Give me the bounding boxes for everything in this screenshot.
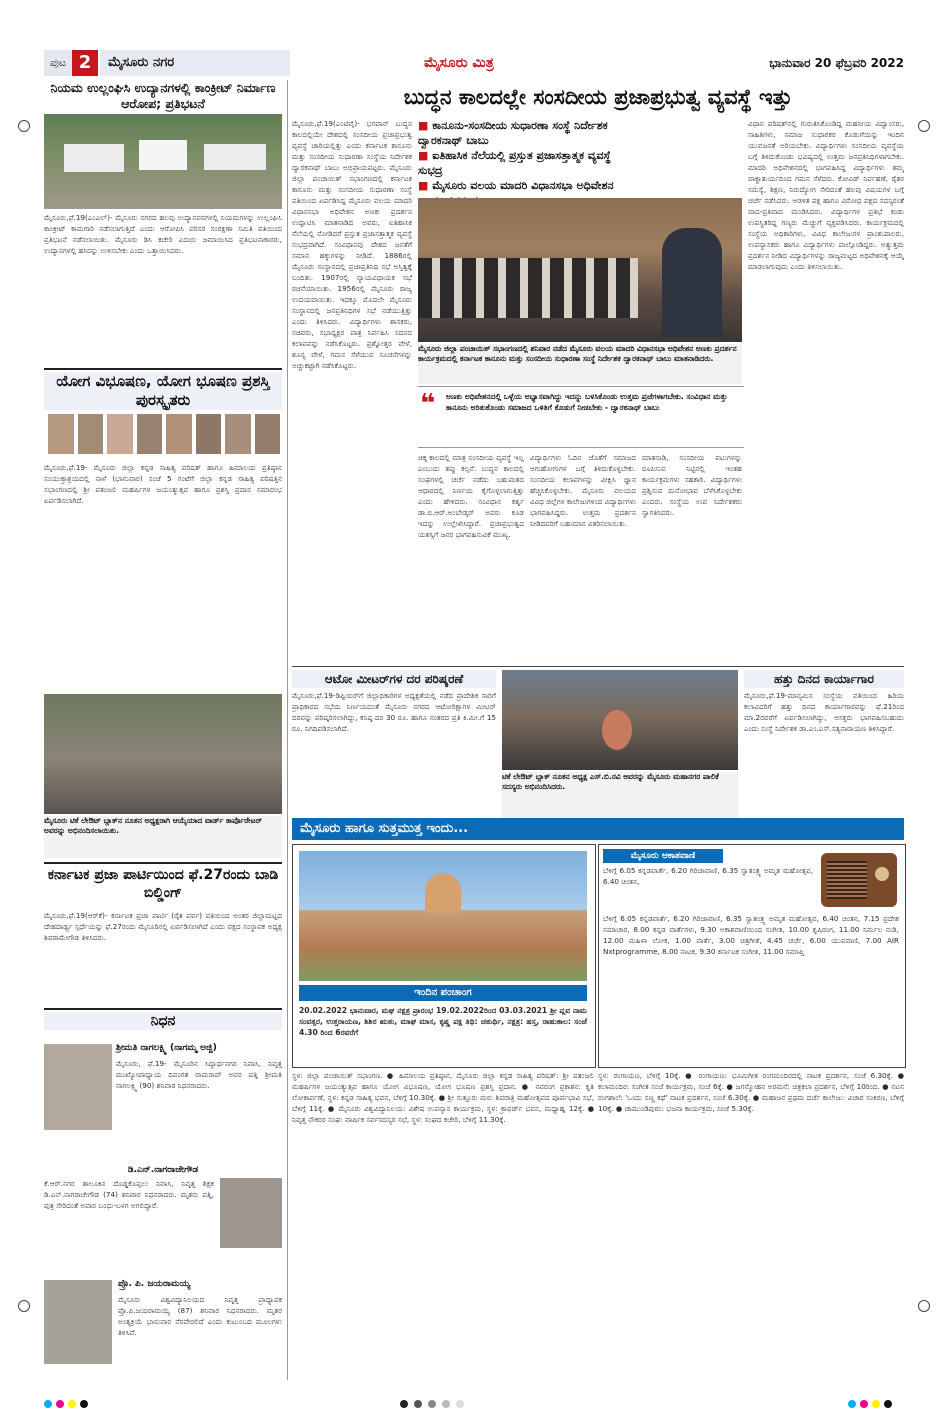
awardee-photo [255, 414, 281, 454]
awardee-photo [78, 414, 104, 454]
lead-body-col1: ಮೈಸೂರು,ಫೆ.19(ಎಂಟಿವೈ)- ಭಗವಾನ್ ಬುದ್ಧನ ಕಾಲದಲ್ಲಿಯೇ ದೇಶದಲ್ಲಿ ಸಂಸದೀಯ ಪ್ರಜಾಪ್ರಭುತ್ವ ವ್ಯವಸ್ಥೆ ಜಾರಿಯಲ್ಲಿತ್ತು ಎಂದು ಕರ್ನಾಟಕ ಕಾನೂನು ಮತ್ತು ಸಂಸದೀಯ ಸುಧಾರಣಾ ಸಂಸ್ಥೆಯ ನಿರ್ದೇಶಕ ದ್ವಾರಕನಾಥ್ ಬಾಬು ಅಭಿಪ್ರಾಯಪಟ್ಟರು. ಮೈಸೂರು ಜಿಲ್ಲಾ ಪಂಚಾಯಿತ್ ಸಭಾಂಗಣದಲ್ಲಿ ಕರ್ನಾಟಕ ಕಾನೂನು ಮತ್ತು ಸಂಸದೀಯ ಸುಧಾರಣಾ ಸಂಸ್ಥೆ ವತಿಯಿಂದ ಏರ್ಪಡಿಸಿದ್ದ ಮೈಸೂರು ವಲಯ ಮಾದರಿ ವಿಧಾನಸಭಾ ಅಧಿವೇಶನ ಅಣಕು ಪ್ರದರ್ಶನ ಉದ್ಘಾಟಿಸಿ ಮಾತನಾಡಿದ ಅವರು, ಐತಿಹಾಸಿಕ ನೆಲೆಯಲ್ಲಿ ನೋಡಿದರೆ ಪ್ರಸ್ತುತ ಪ್ರಜಾಸತ್ತಾತ್ಮಕ ವ್ಯವಸ್ಥೆ ಸುಭದ್ರವಾಗಿದೆ. ಸಂವಿಧಾನವು ದೇಶದ ಜನತೆಗೆ ಸಮಾನ ಹಕ್ಕುಗಳನ್ನು ನೀಡಿದೆ. 1886ರಲ್ಲಿ ಮೈಸೂರು ಸಂಸ್ಥಾನದಲ್ಲಿ ಪ್ರಜಾಪ್ರತಿನಿಧಿ ಸಭೆ ಅಸ್ತಿತ್ವಕ್ಕೆ ಬಂದಿತು. 1907ರಲ್ಲಿ ನ್ಯಾಯವಿಧಾಯಕ ಸಭೆ ರಚನೆಯಾಯಿತು. 1956ರಲ್ಲಿ ಮೈಸೂರು ರಾಜ್ಯ ಉದಯವಾಯಿತು. ಇದಕ್ಕೂ ಮೊದಲೇ ಮೈಸೂರು ಸಂಸ್ಥಾನದಲ್ಲಿ ಜನಪ್ರತಿನಿಧಿಗಳ ಸಭೆ ನಡೆಯುತ್ತಿತ್ತು ಎಂದು ತಿಳಿಸಿದರು. ವಿದ್ಯಾರ್ಥಿಗಳು ಶಾಸಕರು, ಸಚಿವರು, ಸಭಾಧ್ಯಕ್ಷರ ಪಾತ್ರ ನಿರ್ವಹಿಸಿ ಸದನದ ಕಲಾಪವನ್ನು ನಡೆಸಿಕೊಟ್ಟರು. ಪ್ರಶ್ನೋತ್ತರ ವೇಳೆ, ಶೂನ್ಯ ವೇಳೆ, ಗಮನ ಸೆಳೆಯುವ ಸೂಚನೆಗಳನ್ನು ಅಚ್ಚುಕಟ್ಟಾಗಿ ನಡೆಸಿಕೊಟ್ಟರು. [292, 119, 412, 370]
story-body: ಮೈಸೂರು,ಫೆ.19(ಆರ್‌ಕೆ)- ಕರ್ನಾಟಕ ಪ್ರಜಾ ಪಾರ್ಟಿ (ರೈತ ಪರ್ವ) ವತಿಯಿಂದ ಅಂತರ ಜಿಲ್ಲಾಮಟ್ಟದ ದೇಹದಾರ್ಢ್ಯ ಸ್ಪರ್ಧೆಯನ್ನು ಫೆ.27ರಂದು ಮೈಸೂರಿನಲ್ಲಿ ಏರ್ಪಡಿಸಲಾಗಿದೆ ಎಂದು ಪಕ್ಷದ ಸಂಸ್ಥಾಪಕ ಅಧ್ಯಕ್ಷ ಶಿವರಾಮೇಗೌಡ ತಿಳಿಸಿದರು. [44, 911, 282, 942]
photo-caption: ಟಿಕೆ ಲೇಔಟ್ ಬ್ಲಾಕ್ ನೂತನ ಅಧ್ಯಕ್ಷ ಎಸ್.ಬಿ.ರವಿ ಅವರನ್ನು ಮೈಸೂರು ಮಹಾನಗರ ಪಾಲಿಕೆ ಸದಸ್ಯರು ಅಭಿನಂದಿಸಿದರು. [502, 772, 738, 820]
color-bar [44, 1400, 88, 1408]
page-tag: ಪುಟ [44, 50, 72, 76]
lead-body-col5: ವಿದ್ಯಾರ್ಥಿಗಳು ಓದಿನ ಜೊತೆಗೆ ಸಮಾಜದ ಆಗುಹೋಗುಗಳ ಬಗ್ಗೆ ತಿಳಿದುಕೊಳ್ಳಬೇಕು. ಸಂಸದೀಯ ಕಲಾಪಗಳನ್ನು ವೀಕ್ಷಿಸಿ ಜ್ಞಾನ ಹೆಚ್ಚಿಸಿಕೊಳ್ಳಬೇಕು. ಮೈಸೂರು ವಲಯದ ವಿವಿಧ ಜಿಲ್ಲೆಗಳ ಕಾಲೇಜುಗಳಿಂದ ವಿದ್ಯಾರ್ಥಿಗಳು ಭಾಗವಹಿಸಿದ್ದರು. ಉತ್ತಮ ಪ್ರದರ್ಶನ ನೀಡಿದವರಿಗೆ ಬಹುಮಾನ ವಿತರಿಸಲಾಯಿತು. [530, 453, 636, 528]
bullet-item: ■ ಮೈಸೂರು ವಲಯ ಮಾದರಿ ವಿಧಾನಸಭಾ ಅಧಿವೇಶನ [418, 179, 614, 192]
obituary-photo [44, 1280, 112, 1364]
masthead: ಮೈಸೂರು ಮಿತ್ರ [424, 55, 494, 71]
obituary-name: ಪ್ರೊ. ಪಿ. ಜಯರಾಮಯ್ಯ [118, 1279, 191, 1289]
photo-caption: ಮೈಸೂರು ಜಿಲ್ಲಾ ಪಂಚಾಯಿತ್ ಸಭಾಂಗಣದಲ್ಲಿ ಶನಿವಾರ ನಡೆದ ಮೈಸೂರು ವಲಯ ಮಾದರಿ ವಿಧಾನಸಭಾ ಅಧಿವೇಶನ ಅಣಕು ಪ್ರದರ್ಶನ ಕಾರ್ಯಕ್ರಮದಲ್ಲಿ ಕರ್ನಾಟಕ ಕಾನೂನು ಮತ್ತು ಸಂಸದೀಯ ಸುಧಾರಣಾ ಸಂಸ್ಥೆ ನಿರ್ದೇಶಕ ದ್ವಾರಕನಾಥ್ ಬಾಬು ಮಾತನಾಡಿದರು. [418, 344, 742, 384]
awardee-photo [166, 414, 192, 454]
obituary-body: ಕೆ.ಆರ್.ನಗರ ತಾಲೂಕಿನ ದೊಡ್ಡಕೊಪ್ಪಲು ನಿವಾಸಿ, ನಿವೃತ್ತ ಶಿಕ್ಷಕ ಡಿ.ಎನ್.ನಾಗರಾಜೇಗೌಡ (74) ಶನಿವಾರ ನಿಧನರಾದರು. ಮೃತರು ಪತ್ನಿ, ಪುತ್ರ ಸೇರಿದಂತೆ ಅಪಾರ ಬಂಧು-ಬಳಗ ಅಗಲಿದ್ದಾರೆ. [44, 1179, 214, 1210]
radio-text-part1: ಬೆಳಿಗ್ಗೆ 6.05 ಕನ್ನಡವಾರ್ತೆ, 6.20 ಗಿರಿಜಾವಾಣಿ, 6.35 ಸ್ವಾತಂತ್ರ್ಯ ಅಮೃತ ಮಹೋತ್ಸವ, 6.40 ಚಿಂತನ, [603, 866, 813, 886]
quote-text: ಅಣಕು ಅಧಿವೇಶನದಲ್ಲಿ ಒಳ್ಳೆಯ ಅಭ್ಯಾಸವಾಗಿದ್ದು ಇದನ್ನು ಬಳಸಿಕೊಂಡು ಉತ್ತಮ ಪ್ರಜೆಗಳಾಗಬೇಕು. ಸಂವಿಧಾನ ಮತ್ತು ಕಾನೂನು ಅರಿತುಕೊಂಡು ಸಮಾಜದ ಒಳಿತಿಗೆ ಕೊಡುಗೆ ನೀಡಬೇಕು - ದ್ವಾರಕನಾಥ್ ಬಾಬು [446, 392, 728, 412]
obituary-name: ಶ್ರೀಮತಿ ನಾಗಲಕ್ಷ್ಮಿ (ನಾಗಮ್ಮ ಅಜ್ಜಿ) [116, 1043, 217, 1053]
left-column [44, 78, 282, 1390]
events-banner: ಮೈಸೂರು ಹಾಗೂ ಸುತ್ತಮುತ್ತ ಇಂದು... [292, 818, 904, 840]
placard [204, 144, 266, 170]
obituary-photo [220, 1178, 282, 1248]
events-list-right: ಸ್ಥಳ: ರಂಗಾಯಣ, ಬೆಳಿಗ್ಗೆ 10ಕ್ಕೆ. ● ರಂಗಾಯಣ: ಭೂಮಿಗೀತ ರಂಗಮಂದಿರದಲ್ಲಿ ನಾಟಕ ಪ್ರದರ್ಶನ, ಸಂಜೆ 6.30ಕ್ಕೆ. ● ಕಲಾಮಂದಿರ: ಸಂಗೀತ ಸಂಜೆ ಕಾರ್ಯಕ್ರಮ, ಸಂಜೆ 6ಕ್ಕೆ. ● ಜಗನ್ಮೋಹನ ಅರಮನೆ: ಚಿತ್ರಕಲಾ ಪ್ರದರ್ಶನ, ಬೆಳಿಗ್ಗೆ 10ರಿಂದ. ● ನಟನ ರಂಗಶಾಲೆ: 'ಒಂದು ಸಣ್ಣ ಕಥೆ' ನಾಟಕ ಪ್ರದರ್ಶನ, ಸಂಜೆ 6.30ಕ್ಕೆ. ● ಮಹಾಜನ ಪ್ರಥಮ ದರ್ಜೆ ಕಾಲೇಜು: ವಿಚಾರ ಸಂಕಿರಣ, ಬೆಳಿಗ್ಗೆ 10ಕ್ಕೆ. ● ಚಾಮುಂಡಿಪುರಂ: ಭಜನಾ ಕಾರ್ಯಕ್ರಮ, ಸಂಜೆ 5.30ಕ್ಕೆ. [598, 1071, 904, 1113]
page-header [44, 50, 904, 78]
garland [602, 710, 632, 750]
lead-headline: ಬುದ್ಧನ ಕಾಲದಲ್ಲೇ ಸಂಸದೀಯ ಪ್ರಜಾಪ್ರಭುತ್ವ ವ್ಯವಸ್ಥೆ ಇತ್ತು [403, 85, 793, 109]
gray-scale-bar [400, 1400, 464, 1408]
protest-photo [44, 114, 282, 209]
story-headline: ಕರ್ನಾಟಕ ಪ್ರಜಾ ಪಾರ್ಟಿಯಿಂದ ಫೆ.27ರಂದು ಬಾಡಿ ಬಿಲ್ಡಿಂಗ್ [47, 867, 279, 901]
story-headline: ಯೋಗ ವಿಭೂಷಣ, ಯೋಗ ಭೂಷಣ ಪ್ರಶಸ್ತಿ ಪುರಸ್ಕೃತರು [44, 372, 282, 410]
obituary-heading: ನಿಧನ [44, 1012, 282, 1030]
registration-mark [918, 1300, 930, 1312]
divider [292, 666, 904, 667]
registration-mark [918, 120, 930, 132]
story-body: ಮೈಸೂರು,ಫೆ.19- ಮೈಸೂರು ಜಿಲ್ಲಾ ಕನ್ನಡ ಸಾಹಿತ್ಯ ಪರಿಷತ್ ಹಾಗೂ ಹಿಮಾಲಯ ಪ್ರತಿಷ್ಠಾನ ಸಂಯುಕ್ತಾಶ್ರಯದಲ್ಲಿ ನಾಳೆ (ಭಾನುವಾರ) ಸಂಜೆ 5 ಗಂಟೆಗೆ ಜಿಲ್ಲಾ ಕನ್ನಡ ಸಾಹಿತ್ಯ ಪರಿಷತ್ತಿನ ಸಭಾಂಗಣದಲ್ಲಿ ಶ್ರೀ ಪತಂಜಲಿ ಮಹರ್ಷಿಗಳ ಜಯಂತ್ಯುತ್ಸವ ಹಾಗೂ ಪ್ರಶಸ್ತಿ ಪ್ರದಾನ ಸಮಾರಂಭ ಏರ್ಪಡಿಸಲಾಗಿದೆ. [44, 463, 282, 505]
obituary-photo [44, 1044, 112, 1130]
section-title: ಮೈಸೂರು ನಗರ [100, 50, 290, 76]
group-photo [44, 694, 282, 814]
panchanga-box [292, 844, 596, 1068]
photo-caption: ಮೈಸೂರು ಟಿಕೆ ಲೇಔಟ್ ಬ್ಲಾಕ್‌ನ ನೂತನ ಅಧ್ಯಕ್ಷರಾಗಿ ಆಯ್ಕೆಯಾದ ವಾರ್ಡ್ ಕಾರ್ಪೊರೇಟರ್ ಅವರನ್ನು ಅಭಿನಂದಿಸಲಾಯಿತು. [44, 816, 282, 858]
seated-students [418, 258, 638, 318]
registration-mark [18, 120, 30, 132]
awardee-photo [48, 414, 74, 454]
speaker [662, 228, 722, 338]
placard [64, 144, 124, 172]
panchanga-title: ಇಂದಿನ ಪಂಚಾಂಗ [299, 985, 587, 1001]
radio-title: ಮೈಸೂರು ಆಕಾಶವಾಣಿ [603, 849, 723, 863]
bullet-item: ■ ಐತಿಹಾಸಿಕ ನೆಲೆಯಲ್ಲಿ ಪ್ರಸ್ತುತ ಪ್ರಜಾಸತ್ತಾತ್ಮಕ ವ್ಯವಸ್ಥೆ ಸುಭದ್ರ [418, 149, 611, 177]
radio-icon [821, 853, 897, 907]
lead-body-col3: ವಿಧಾನ ಪರಿಷತ್‌ನಲ್ಲಿ ಗುರುತಿಸಿಕೊಂಡಿದ್ದ ಮಹನೀಯ ವಿದ್ವಾಂಸರು, ಸಾಹಿತಿಗಳು, ಸಮಾಜ ಸುಧಾರಕರ ಕೊಡುಗೆಯನ್ನು ಇಂದಿನ ಯುವಜನತೆ ಅರಿಯಬೇಕು. ವಿದ್ಯಾರ್ಥಿಗಳು ಸಂಸದೀಯ ವ್ಯವಸ್ಥೆಯ ಬಗ್ಗೆ ತಿಳಿದುಕೊಂಡು ಭವಿಷ್ಯದಲ್ಲಿ ಉತ್ತಮ ಜನಪ್ರತಿನಿಧಿಗಳಾಗಬೇಕು. ಮಾದರಿ ಅಧಿವೇಶನದಲ್ಲಿ ಭಾಗವಹಿಸಿದ್ದ ವಿದ್ಯಾರ್ಥಿಗಳು ತಮ್ಮ ವಾಕ್ಚಾತುರ್ಯದಿಂದ ಗಮನ ಸೆಳೆದರು. ಕೋವಿಡ್ ನಿರ್ವಹಣೆ, ರೈತರ ಸಮಸ್ಯೆ, ಶಿಕ್ಷಣ, ನಿರುದ್ಯೋಗ ಸೇರಿದಂತೆ ಹಲವು ವಿಷಯಗಳ ಬಗ್ಗೆ ಚರ್ಚೆ ನಡೆಸಿದರು. ಆಡಳಿತ ಪಕ್ಷ ಹಾಗೂ ವಿರೋಧ ಪಕ್ಷದ ಸದಸ್ಯರಂತೆ ವಾದ-ಪ್ರತಿವಾದ ಮಂಡಿಸಿದರು. ವಿದ್ಯಾರ್ಥಿಗಳ ಪ್ರತಿಭೆ ಕಂಡು ಉಪಸ್ಥಿತರಿದ್ದ ಗಣ್ಯರು ಮೆಚ್ಚುಗೆ ವ್ಯಕ್ತಪಡಿಸಿದರು. ಕಾರ್ಯಕ್ರಮದಲ್ಲಿ ಸಂಸ್ಥೆಯ ಅಧಿಕಾರಿಗಳು, ವಿವಿಧ ಕಾಲೇಜುಗಳ ಪ್ರಾಂಶುಪಾಲರು, ಉಪನ್ಯಾಸಕರು ಹಾಗೂ ವಿದ್ಯಾರ್ಥಿಗಳು ಪಾಲ್ಗೊಂಡಿದ್ದರು. ಅತ್ಯುತ್ತಮ ಪ್ರದರ್ಶನ ನೀಡಿದ ವಿದ್ಯಾರ್ಥಿಗಳನ್ನು ರಾಜ್ಯಮಟ್ಟದ ಅಧಿವೇಶನಕ್ಕೆ ಆಯ್ಕೆ ಮಾಡಲಾಗುವುದು ಎಂದು ತಿಳಿಸಲಾಯಿತು. [748, 119, 904, 271]
awardee-photo [137, 414, 163, 454]
story-headline: ನಿಯಮ ಉಲ್ಲಂಘಿಸಿ ಉದ್ಯಾನಗಳಲ್ಲಿ ಕಾಂಕ್ರೀಟ್ ನಿರ್ಮಾಣ ಆರೋಪ; ಪ್ರತಿಭಟನೆ [50, 80, 276, 111]
lead-body-col6: ಮಾತನಾಡಿ, ಸಂಸದೀಯ ಪಟುಗಳನ್ನು ರೂಪಿಸುವ ನಿಟ್ಟಿನಲ್ಲಿ ಇಂತಹ ಕಾರ್ಯಕ್ರಮಗಳು ಸಹಕಾರಿ. ವಿದ್ಯಾರ್ಥಿಗಳು ಪ್ರಶ್ನಿಸುವ ಮನೋಭಾವ ಬೆಳೆಸಿಕೊಳ್ಳಬೇಕು ಎಂದರು. ಸಂಸ್ಥೆಯ ಉಪ ನಿರ್ದೇಶಕರು ಸ್ವಾಗತಿಸಿದರು. [642, 453, 742, 517]
panchanga-text: 20.02.2022 ಭಾನುವಾರ, ಮಘ ನಕ್ಷತ್ರ ಪ್ರಾರಂಭ 19.02.2022ರಿಂದ 03.03.2021 ಶ್ರೀ ಪ್ಲವ ನಾಮ ಸಂವತ್ಸರ, ಉತ್ತರಾಯಣ, ಶಿಶಿರ ಋತು, ಮಾಘ ಮಾಸ, ಕೃಷ್ಣ ಪಕ್ಷ ತಿಥಿ: ಚತುರ್ಥಿ, ನಕ್ಷತ್ರ: ಹಸ್ತ, ರಾಹುಕಾಲ: ಸಂಜೆ 4.30 ರಿಂದ 6ರವರೆಗೆ [299, 1006, 587, 1037]
page-number: 2 [72, 50, 98, 76]
events-list-left: ಸ್ಥಳ: ಜಿಲ್ಲಾ ಪಂಚಾಯಿತ್ ಸಭಾಂಗಣ. ● ಹಿಮಾಲಯ ಪ್ರತಿಷ್ಠಾನ, ಮೈಸೂರು ಜಿಲ್ಲಾ ಕನ್ನಡ ಸಾಹಿತ್ಯ ಪರಿಷತ್: ಶ್ರೀ ಪತಂಜಲಿ ಮಹರ್ಷಿಗಳ ಜಯಂತ್ಯುತ್ಸವ ಹಾಗೂ ಯೋಗ ವಿಭೂಷಣ, ಯೋಗ ಭೂಷಣ ಪ್ರಶಸ್ತಿ ಪ್ರದಾನ. ● ನವರಂಗ ಪ್ರಕಾಶನ: ಕೃತಿ ಲೋಕಾರ್ಪಣೆ, ಸ್ಥಳ: ಕನ್ನಡ ಸಾಹಿತ್ಯ ಭವನ, ಬೆಳಿಗ್ಗೆ 10.30ಕ್ಕೆ. ● ಶ್ರೀ ಸುತ್ತೂರು ಮಠ: ಶಿವರಾತ್ರಿ ಮಹೋತ್ಸವದ ಪೂರ್ವಭಾವಿ ಸಭೆ, ಬೆಳಿಗ್ಗೆ 11ಕ್ಕೆ. ● ಮೈಸೂರು ವಿಶ್ವವಿದ್ಯಾನಿಲಯ: ವಿಶೇಷ ಉಪನ್ಯಾಸ ಕಾರ್ಯಕ್ರಮ, ಸ್ಥಳ: ಕ್ರಾಫರ್ಡ್ ಭವನ, ಮಧ್ಯಾಹ್ನ 12ಕ್ಕೆ. ● ನಿವೃತ್ತ ನೌಕರರ ಸಂಘ: ವಾರ್ಷಿಕ ಸರ್ವಸದಸ್ಯರ ಸಭೆ, ಸ್ಥಳ: ಸಂಘದ ಕಚೇರಿ, ಬೆಳಿಗ್ಗೆ 11.30ಕ್ಕೆ. [292, 1071, 594, 1124]
registration-mark [18, 1300, 30, 1312]
lead-body-col4: ಚಿಕ್ಕ ಕಾಲದಲ್ಲಿ ಮಾತ್ರ ಸಂಸದೀಯ ವ್ಯವಸ್ಥೆ ಇಲ್ಲ ಎಂಬುದು ತಪ್ಪು ಕಲ್ಪನೆ. ಬುದ್ಧನ ಕಾಲದಲ್ಲಿ ಸಂಘಗಳಲ್ಲಿ ಚರ್ಚೆ ನಡೆದು ಬಹುಮತದ ಆಧಾರದಲ್ಲಿ ನಿರ್ಣಯ ಕೈಗೊಳ್ಳಲಾಗುತ್ತಿತ್ತು ಎಂದು ಹೇಳಿದರು. ಸಂವಿಧಾನ ಕರ್ತೃ ಡಾ.ಬಿ.ಆರ್.ಅಂಬೇಡ್ಕರ್ ಅವರು ಕೂಡ ಇದನ್ನು ಉಲ್ಲೇಖಿಸಿದ್ದಾರೆ. ಪ್ರಜಾಪ್ರಭುತ್ವದ ಯಶಸ್ಸಿಗೆ ಜನರ ಭಾಗವಹಿಸುವಿಕೆ ಮುಖ್ಯ. [418, 453, 524, 539]
quote-mark-icon: ❝ [420, 389, 436, 419]
story-body: ಮೈಸೂರು,ಫೆ.19-ಮಾನ್ಯಮಿಸ ಸಂಸ್ಥೆಯ ವತಿಯಿಂದ ಹಿರಿಯ ಕಲಾವಿದರಿಗೆ ಹತ್ತು ದಿನದ ಕಾರ್ಯಾಗಾರವನ್ನು ಫೆ.21ರಿಂದ ಮಾ.2ರವರೆಗೆ ಏರ್ಪಡಿಸಲಾಗಿದ್ದು, ಆಸಕ್ತರು ಭಾಗವಹಿಸಬಹುದು ಎಂದು ಸಂಸ್ಥೆ ನಿರ್ದೇಶಕ ಡಾ.ಎಂ.ಎಸ್.ಸತ್ಯನಾರಾಯಣ ತಿಳಿಸಿದ್ದಾರೆ. [744, 691, 904, 733]
story-body: ಮೈಸೂರು,ಫೆ.19-ಡಿಪ್ಟಿಯರ್‌ಗೆ ಜಿಲ್ಲಾಧಿಕಾರಿಗಳ ಅಧ್ಯಕ್ಷತೆಯಲ್ಲಿ ನಡೆದ ಪ್ರಾದೇಶಿಕ ಸಾರಿಗೆ ಪ್ರಾಧಿಕಾರದ ಸಭೆಯ ನಿರ್ಣಯದಂತೆ ಮೈಸೂರು ನಗರದ ಆಟೋರಿಕ್ಷಾಗಳ ಮೀಟರ್ ದರವನ್ನು ಪರಿಷ್ಕರಿಸಲಾಗಿದ್ದು, ಕನಿಷ್ಠ ದರ 30 ರೂ. ಹಾಗೂ ನಂತರದ ಪ್ರತಿ ಕಿ.ಮೀ.ಗೆ 15 ರೂ. ನಿಗದಿಪಡಿಸಲಾಗಿದೆ. [292, 691, 496, 733]
bullet-item: ■ ಕಾನೂನು-ಸಂಸದೀಯ ಸುಧಾರಣಾ ಸಂಸ್ಥೆ ನಿರ್ದೇಶಕ ದ್ವಾರಕನಾಥ್ ಬಾಬು [418, 119, 608, 147]
pull-quote [418, 386, 744, 448]
awardee-photo [107, 414, 133, 454]
awardee-photos [48, 414, 280, 454]
palace-photo [299, 851, 587, 981]
divider [44, 1008, 282, 1010]
story-headline: ಹತ್ತು ದಿನದ ಕಾರ್ಯಾಗಾರ [744, 670, 904, 688]
placard [139, 140, 187, 170]
obituary-name: ಡಿ.ಎನ್.ನಾಗರಾಜೇಗೌಡ [127, 1165, 199, 1175]
obituary-body: ಮೈಸೂರು ವಿಶ್ವವಿದ್ಯಾನಿಲಯದ ನಿವೃತ್ತ ಪ್ರಾಧ್ಯಾಪಕ ಪ್ರೊ.ಪಿ.ಜಯರಾಮಯ್ಯ (87) ಶನಿವಾರ ನಿಧನರಾದರು. ಮೃತರ ಅಂತ್ಯಕ್ರಿಯೆ ಭಾನುವಾರ ನೆರವೇರಲಿದೆ ಎಂದು ಕುಟುಂಬದ ಮೂಲಗಳು ತಿಳಿಸಿವೆ. [118, 1295, 282, 1337]
assembly-photo [418, 198, 742, 342]
lead-bullets [418, 118, 632, 198]
felicitation-photo [502, 670, 738, 770]
awardee-photo [225, 414, 251, 454]
column-rule [287, 80, 288, 1380]
obituary-body: ಮೈಸೂರು, ಫೆ.19- ಮೈಸೂರಿನ ಸಿದ್ದಾರ್ಥನಗರ ನಿವಾಸಿ, ನಿವೃತ್ತ ಮುಖ್ಯೋಪಾಧ್ಯಾಯ ದಿವಂಗತ ರಾಮರಾವ್ ಅವರ ಪತ್ನಿ ಶ್ರೀಮತಿ ನಾಗಲಕ್ಷ್ಮಿ (90) ಶನಿವಾರ ನಿಧನರಾದರು. [116, 1059, 282, 1090]
dateline: ಭಾನುವಾರ 20 ಫೆಬ್ರವರಿ 2022 [769, 56, 904, 70]
radio-box [598, 844, 906, 1068]
divider [44, 862, 282, 864]
awardee-photo [196, 414, 222, 454]
story-body: ಮೈಸೂರು,ಫೆ.19(ಎಂಎಲ್)- ಮೈಸೂರು ನಗರದ ಹಲವು ಉದ್ಯಾನವನಗಳಲ್ಲಿ ನಿಯಮಗಳನ್ನು ಉಲ್ಲಂಘಿಸಿ ಕಾಂಕ್ರೀಟ್ ಕಾಮಗಾರಿ ನಡೆಸಲಾಗುತ್ತಿದೆ ಎಂದು ಆರೋಪಿಸಿ ಪರಿಸರ ಸಂರಕ್ಷಣಾ ಸಮಿತಿ ವತಿಯಿಂದ ಪ್ರತಿಭಟನೆ ನಡೆಸಲಾಯಿತು. ಮೈಸೂರು ಡಿಸಿ ಕಚೇರಿ ಎದುರು ಜಮಾಯಿಸಿದ ಪ್ರತಿಭಟನಾಕಾರರು, ಉದ್ಯಾನಗಳಲ್ಲಿ ಹಸಿರನ್ನು ಉಳಿಸಬೇಕು ಎಂದು ಒತ್ತಾಯಿಸಿದರು. [44, 213, 282, 255]
radio-text: ಬೆಳಿಗ್ಗೆ 6.05 ಕನ್ನಡವಾರ್ತೆ, 6.20 ಗಿರಿಜಾವಾಣಿ, 6.35 ಸ್ವಾತಂತ್ರ್ಯ ಅಮೃತ ಮಹೋತ್ಸವ, 6.40 ಚಿಂತನ, 7.15 ಪ್ರದೇಶ ಸಮಾಚಾರ, 8.00 ಕನ್ನಡ ವಾರ್ತೆಗಳು, 9.30 ಅಕಾಶವಾಣಿಯಿಂದ ಸಂಗೀತ, 10.00 ಕೃಷಿರಂಗ, 11.00 ನಿರ್ಮಲ ನುಡಿ, 12.00 ಮಹಿಳಾ ಲೋಕ, 1.00 ವಾರ್ತೆ, 3.00 ಚಿತ್ರಗೀತೆ, 4.45 ಚರ್ಚೆ, 6.00 ಯುವವಾಣಿ, 7.00 AIR Nxtprogramme, 8.00 ನಾಟಕ, 9.30 ಕರ್ನಾಟಕ ಸಂಗೀತ, 11.00 ಸಮಾಪ್ತಿ [603, 914, 899, 956]
palace-dome [425, 873, 461, 913]
divider [44, 368, 282, 370]
color-bar [848, 1400, 892, 1408]
story-headline: ಆಟೋ ಮೀಟರ್‌ಗಳ ದರ ಪರಿಷ್ಕರಣೆ [292, 670, 496, 688]
